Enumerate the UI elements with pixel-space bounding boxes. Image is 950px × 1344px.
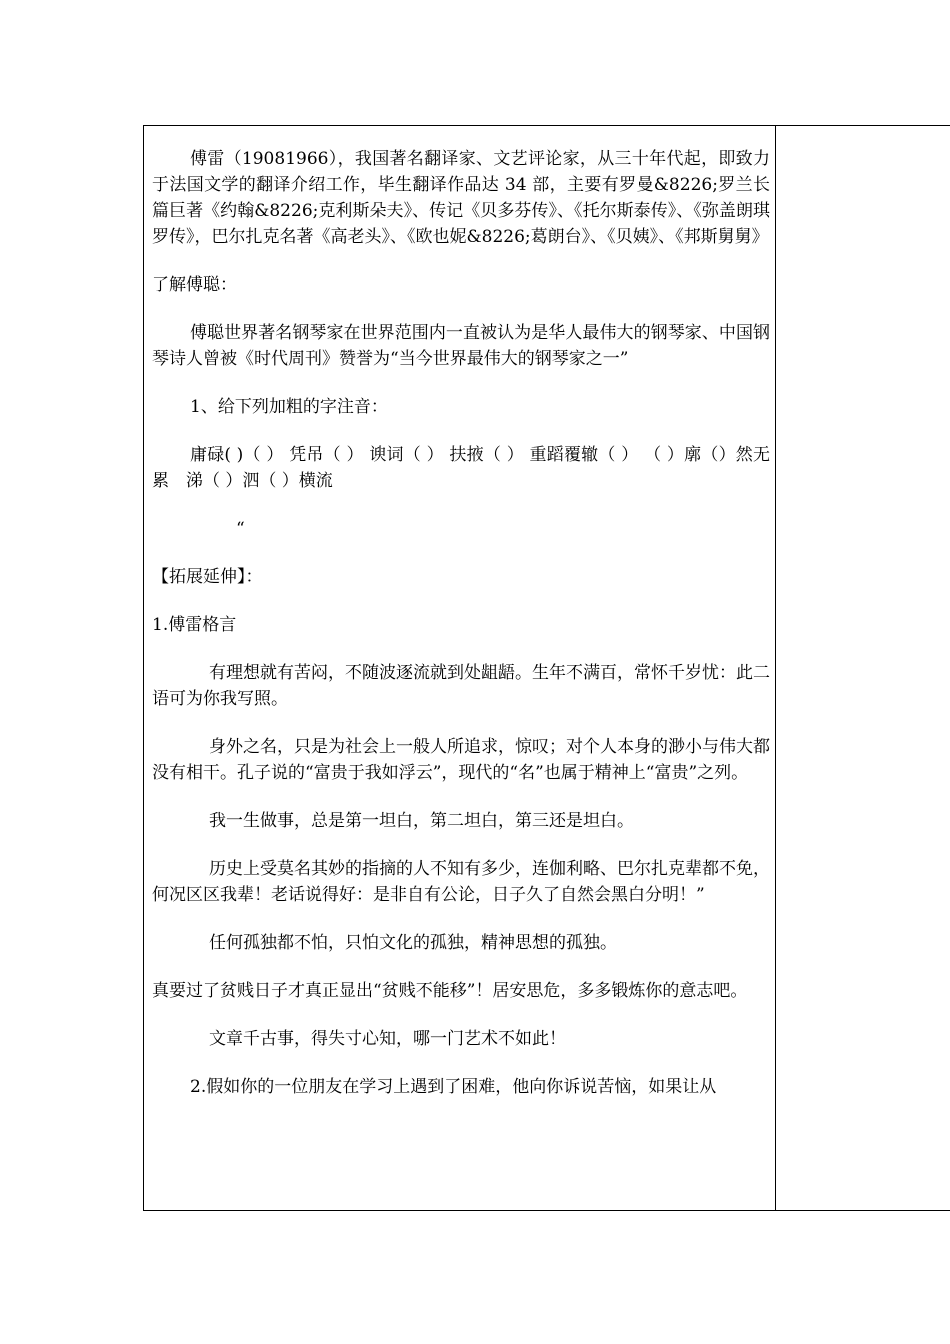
quote-item: 真要过了贫贱日子才真正显出“贫贱不能移”！居安思危，多多锻炼你的意志吧。 [152,981,748,1001]
quote-item: 任何孤独都不怕，只怕文化的孤独，精神思想的孤独。 [209,933,617,953]
intro-fulei-paragraph: 傅雷（19081966），我国著名翻译家、文艺评论家，从三十年代起，即致力于法国文学的翻译介绍工作，毕生翻译作品达 34 部，主要有罗曼&8226;罗兰长篇巨著《约翰&8226;克利斯朵夫》、传记《贝多芬传》、《托尔斯泰传》、《弥盖朗琪罗传》，巴尔扎克名著《高老头》、《欧也妮&8226;葛朗台》、《贝姨》、《邦斯舅舅》 [152,149,770,247]
know-fucong-heading: 了解傅聪： [152,275,237,295]
main-content-cell [152,146,770,1100]
extension-heading: 【拓展延伸】： [152,567,263,587]
quotes-heading: 1.傅雷格言 [152,615,237,635]
stray-quote-mark: “ [236,519,245,539]
question-2: 2.假如你的一位朋友在学习上遇到了困难，他向你诉说苦恼，如果让从 [190,1077,717,1097]
table-column-divider [775,125,776,1211]
quote-item: 有理想就有苦闷，不随波逐流就到处龃龉。生年不满百，常怀千岁忧：此二语可为你我写照。 [152,663,770,709]
quote-item: 身外之名，只是为社会上一般人所追求，惊叹；对个人本身的渺小与伟大都没有相干。孔子说的“富贵于我如浮云”，现代的“名”也属于精神上“富贵”之列。 [152,737,770,783]
quote-item: 文章千古事，得失寸心知，哪一门艺术不如此！ [209,1029,566,1049]
fucong-intro-paragraph: 傅聪世界著名钢琴家在世界范围内一直被认为是华人最伟大的钢琴家、中国钢琴诗人曾被《时代周刊》赞誉为“当今世界最伟大的钢琴家之一” [152,323,770,369]
exercise-1-prompt: 1、给下列加粗的字注音： [190,397,388,417]
quote-item: 历史上受莫名其妙的指摘的人不知有多少，连伽利略、巴尔扎克辈都不免，何况区区我辈！老话说得好：是非自有公论，日子久了自然会黑白分明！” [152,859,770,905]
quote-item: 我一生做事，总是第一坦白，第二坦白，第三还是坦白。 [209,811,634,831]
exercise-1-items: 庸碌( )（ ） 凭吊（ ） 谀词（ ） 扶掖（ ） 重蹈覆辙（ ） （ ）廓（）然无累 涕（ ）泗（ ）横流 [152,445,770,491]
